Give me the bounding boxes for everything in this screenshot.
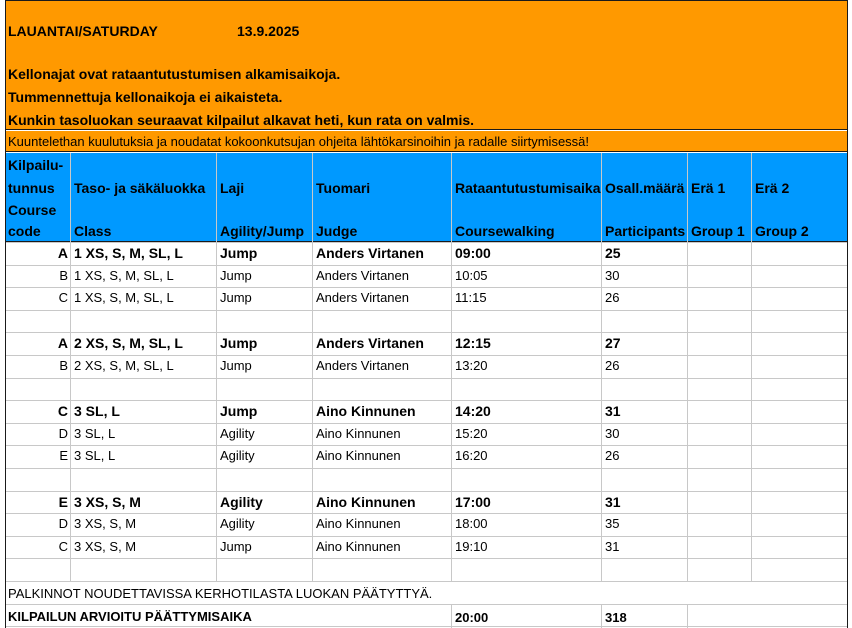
coursewalk-time: 14:20 [455, 403, 491, 420]
class-cell: 3 SL, L [74, 448, 116, 464]
col-group2-en: Group 2 [755, 223, 809, 239]
discipline-cell: Jump [220, 245, 258, 261]
coursewalk-time: 19:10 [455, 538, 488, 554]
discipline-cell: Agility [220, 493, 263, 510]
coursewalk-time: 15:20 [455, 425, 488, 441]
date-label: 13.9.2025 [237, 23, 300, 39]
participant-count: 25 [605, 245, 621, 261]
coursewalk-time: 18:00 [455, 516, 488, 532]
judge-cell: Aino Kinnunen [316, 516, 401, 532]
course-code: C [58, 538, 68, 554]
coursewalk-time: 16:20 [455, 448, 488, 464]
class-cell: 2 XS, S, M, SL, L [74, 358, 174, 373]
class-cell: 3 XS, S, M [74, 516, 137, 532]
judge-cell: Aino Kinnunen [316, 403, 416, 420]
judge-cell: Anders Virtanen [316, 290, 409, 306]
col-code-fi-line2: tunnus [8, 180, 55, 196]
col-coursewalk-fi: Rataantutustumisaika [455, 180, 601, 196]
participant-count: 30 [605, 267, 620, 283]
col-group2-fi: Erä 2 [755, 180, 790, 196]
course-code: A [57, 335, 68, 352]
note-start-times: Kellonajat ovat rataantutustumisen alkamisaikoja. [8, 66, 341, 82]
course-code: E [58, 493, 68, 510]
course-code: A [57, 245, 68, 261]
course-code: D [58, 516, 68, 532]
discipline-cell: Agility [220, 425, 255, 441]
coursewalk-time: 17:00 [455, 493, 491, 510]
course-code: E [59, 448, 68, 464]
col-code-en-line1: Course [8, 202, 57, 218]
col-judge-fi: Tuomari [316, 180, 371, 196]
class-cell: 2 XS, S, M, SL, L [74, 335, 183, 352]
course-code: C [58, 290, 68, 306]
class-cell: 3 XS, S, M [74, 493, 141, 510]
table-row [5, 558, 848, 581]
judge-cell: Aino Kinnunen [316, 493, 416, 510]
discipline-cell: Jump [220, 267, 252, 283]
coursewalk-time: 13:20 [455, 358, 488, 373]
judge-cell: Anders Virtanen [316, 358, 409, 373]
course-code: D [58, 425, 68, 441]
discipline-cell: Agility [220, 516, 255, 532]
discipline-cell: Jump [220, 403, 258, 420]
table-row [5, 310, 848, 333]
discipline-cell: Jump [220, 290, 252, 306]
discipline-cell: Jump [220, 335, 258, 352]
participant-count: 31 [605, 493, 621, 510]
class-cell: 1 XS, S, M, SL, L [74, 267, 174, 283]
table-row [5, 468, 848, 491]
participant-count: 31 [605, 403, 621, 420]
col-discipline-fi: Laji [220, 180, 245, 196]
col-discipline-en: Agility/Jump [220, 223, 305, 239]
estimated-end-label: KILPAILUN ARVIOITU PÄÄTTYMISAIKA [8, 609, 252, 624]
coursewalk-time: 10:05 [455, 267, 488, 283]
coursewalk-time: 12:15 [455, 335, 491, 352]
course-code: B [59, 358, 68, 373]
col-class-en: Class [74, 223, 112, 239]
estimated-end-time: 20:00 [455, 610, 489, 625]
participant-count: 26 [605, 358, 620, 373]
judge-cell: Anders Virtanen [316, 335, 424, 352]
participant-count: 26 [605, 448, 620, 464]
day-label: LAUANTAI/SATURDAY [8, 23, 158, 39]
participant-count: 30 [605, 425, 620, 441]
coursewalk-time: 09:00 [455, 245, 491, 261]
class-cell: 3 SL, L [74, 403, 120, 420]
participants-total: 318 [605, 610, 627, 625]
awards-notice: PALKINNOT NOUDETTAVISSA KERHOTILASTA LUOKAN PÄÄTYTTYÄ. [8, 586, 433, 601]
class-cell: 1 XS, S, M, SL, L [74, 290, 174, 306]
col-group1-fi: Erä 1 [691, 180, 726, 196]
note-bold-times: Tummennettuja kellonaikoja ei aikaisteta. [8, 89, 283, 105]
discipline-cell: Jump [220, 358, 252, 373]
participant-count: 26 [605, 290, 620, 306]
col-class-fi: Taso- ja säkäluokka [74, 180, 206, 196]
course-code: B [59, 267, 68, 283]
judge-cell: Anders Virtanen [316, 267, 409, 283]
participant-count: 27 [605, 335, 621, 352]
judge-cell: Aino Kinnunen [316, 538, 401, 554]
note-next-classes: Kunkin tasoluokan seuraavat kilpailut alkavat heti, kun rata on valmis. [8, 112, 475, 128]
discipline-cell: Jump [220, 538, 252, 554]
col-code-fi-line1: Kilpailu- [8, 157, 64, 173]
discipline-cell: Agility [220, 448, 255, 464]
coursewalk-time: 11:15 [455, 290, 487, 306]
col-code-en-line2: code [8, 223, 41, 239]
col-coursewalk-en: Coursewalking [455, 223, 555, 239]
course-code: C [57, 403, 68, 420]
participant-count: 35 [605, 516, 620, 532]
judge-cell: Anders Virtanen [316, 245, 424, 261]
judge-cell: Aino Kinnunen [316, 425, 401, 441]
class-cell: 3 XS, S, M [74, 538, 137, 554]
col-participants-en: Participants [605, 223, 686, 239]
title-block [5, 0, 848, 130]
spreadsheet [5, 0, 848, 628]
col-judge-en: Judge [316, 223, 358, 239]
col-group1-en: Group 1 [691, 223, 745, 239]
col-participants-fi: Osall.määrä [605, 180, 685, 196]
class-cell: 3 SL, L [74, 425, 116, 441]
class-cell: 1 XS, S, M, SL, L [74, 245, 183, 261]
table-row [5, 378, 848, 401]
participant-count: 31 [605, 538, 620, 554]
judge-cell: Aino Kinnunen [316, 448, 401, 464]
notice-text: Kuuntelethan kuulutuksia ja noudatat kokoonkutsujan ohjeita lähtökarsinoihin ja radalle siirtymisessä! [8, 134, 590, 149]
